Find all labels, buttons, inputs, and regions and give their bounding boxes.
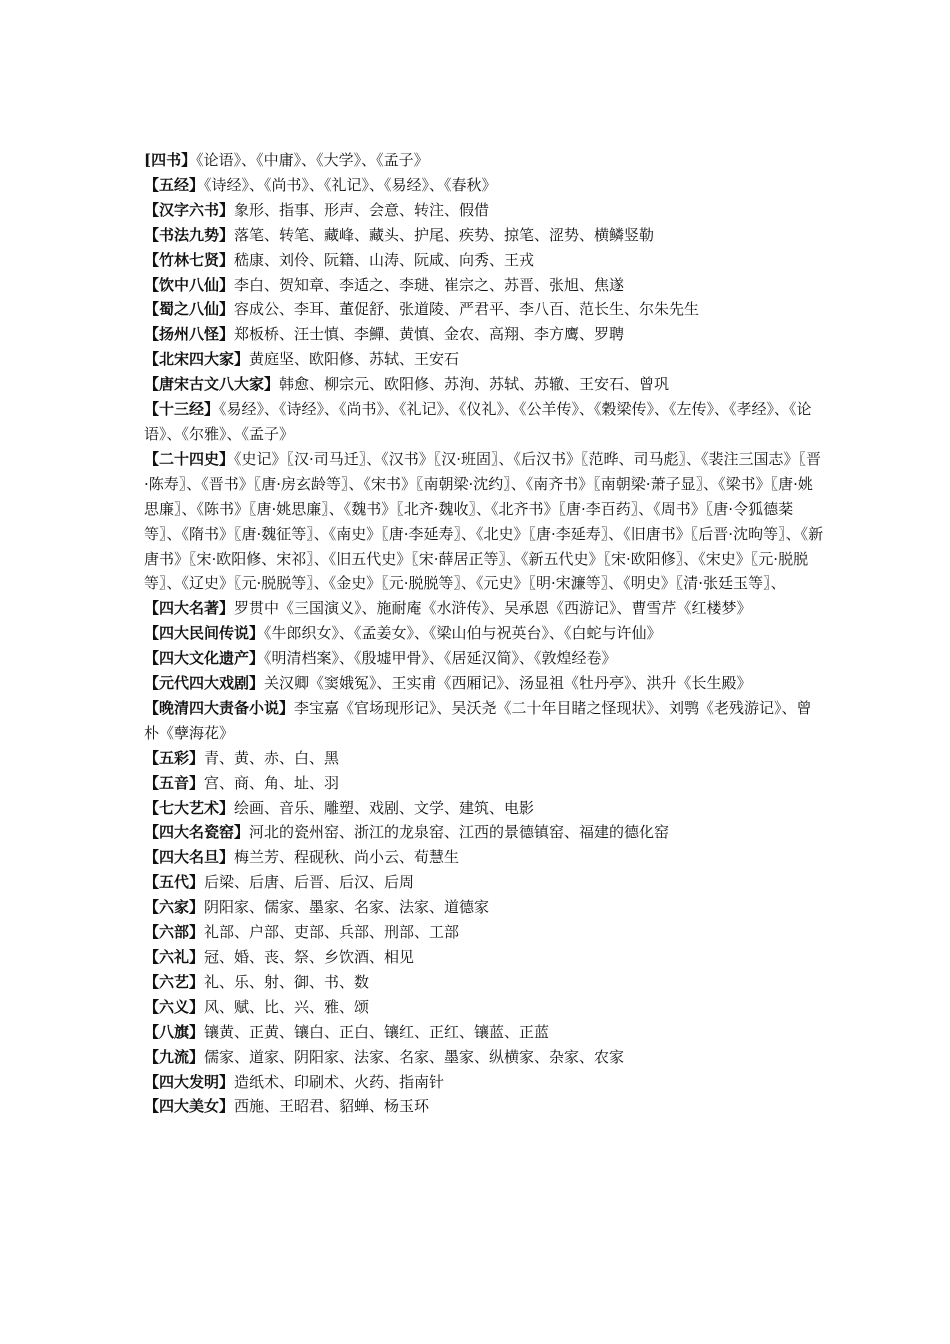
entry-term: 【八旗】 — [144, 1022, 205, 1041]
list-item — [144, 198, 824, 223]
entry-term: 【唐宋古文八大家】 — [144, 375, 280, 394]
entry-text: 造纸术、印刷术、火药、指南针 — [234, 1072, 445, 1091]
entry-term: 【四大名著】 — [144, 599, 235, 618]
entry-term: 【书法九势】 — [144, 225, 235, 244]
entry-term: 【元代四大戏剧】 — [144, 674, 265, 693]
entry-term: 【晚清四大责备小说】 — [144, 698, 295, 717]
entry-term: 【汉字六书】 — [144, 200, 235, 219]
list-item — [144, 995, 824, 1020]
list-item — [144, 796, 824, 821]
entry-text: 礼、乐、射、御、书、数 — [204, 972, 370, 991]
entry-text: 后梁、后唐、后晋、后汉、后周 — [204, 873, 415, 892]
entry-term: 【五音】 — [144, 773, 205, 792]
entry-text: 镶黄、正黄、镶白、正白、镶红、正红、镶蓝、正蓝 — [204, 1022, 550, 1041]
list-item — [144, 1045, 824, 1070]
list-item — [144, 173, 824, 198]
list-item — [144, 322, 824, 347]
entry-text: 落笔、转笔、藏峰、藏头、护尾、疾势、掠笔、涩势、横鳞竖勒 — [234, 225, 655, 244]
entry-text: 关汉卿《窦娥冤》、王实甫《西厢记》、汤显祖《牡丹亭》、洪升《长生殿》 — [264, 674, 752, 693]
entry-text: 郑板桥、汪士慎、李鱓、黄慎、金农、高翔、李方鹰、罗聘 — [234, 325, 625, 344]
list-item — [144, 970, 824, 995]
entry-text: 宫、商、角、址、羽 — [204, 773, 340, 792]
entry-term: 【蜀之八仙】 — [144, 300, 235, 319]
entry-term: 【七大艺术】 — [144, 798, 235, 817]
list-item — [144, 223, 824, 248]
entry-term: 【四大名旦】 — [144, 848, 235, 867]
entry-text: 绘画、音乐、雕塑、戏剧、文学、建筑、电影 — [234, 798, 535, 817]
list-item — [144, 895, 824, 920]
list-item — [144, 920, 824, 945]
entry-text: 风、赋、比、兴、雅、颂 — [204, 997, 370, 1016]
list-item — [144, 945, 824, 970]
entry-term: 【四大名瓷窑】 — [144, 823, 250, 842]
entry-term: 【四大发明】 — [144, 1072, 235, 1091]
list-item — [144, 746, 824, 771]
entry-term: 【北宋四大家】 — [144, 350, 250, 369]
entry-text: 冠、婚、丧、祭、乡饮酒、相见 — [204, 948, 415, 966]
entry-text: 《易经》、《诗经》、《尚书》、《礼记》、《仪礼》、《公羊传》、《穀梁传》、《左传》、《孝经》、《论语》、《尔雅》、《孟子》 — [144, 400, 812, 443]
entry-term: 【五彩】 — [144, 748, 205, 767]
list-item — [144, 447, 824, 596]
entry-term: 【六义】 — [144, 997, 205, 1016]
entry-term: 【五代】 — [144, 873, 205, 892]
entry-term: 【六艺】 — [144, 972, 205, 991]
entry-term: 【六部】 — [144, 923, 205, 942]
list-item — [144, 397, 824, 447]
entry-term: [四书】 — [144, 151, 197, 169]
list-item — [144, 845, 824, 870]
entry-text: 《明清档案》、《殷墟甲骨》、《居延汉简》、《敦煌经卷》 — [264, 649, 617, 668]
entry-text: 李宝嘉《官场现形记》、吴沃尧《二十年目睹之怪现状》、刘鹗《老残游记》、曾朴《孽海花》 — [144, 698, 812, 742]
entry-term: 【四大文化遗产】 — [144, 649, 265, 668]
list-item — [144, 148, 824, 173]
entry-text: 西施、王昭君、貂蝉、杨玉环 — [234, 1097, 430, 1116]
entry-term: 【四大民间传说】 — [144, 624, 265, 643]
entry-term: 【二十四史】 — [144, 449, 235, 468]
document-body — [144, 148, 824, 1119]
list-item — [144, 621, 824, 646]
list-item — [144, 273, 824, 298]
list-item — [144, 1070, 824, 1095]
entry-term: 【六家】 — [144, 898, 205, 917]
list-item — [144, 820, 824, 845]
entry-text: 罗贯中《三国演义》、施耐庵《水浒传》、吴承恩《西游记》、曹雪芹《红楼梦》 — [234, 599, 752, 618]
entry-text: 礼部、户部、吏部、兵部、刑部、工部 — [204, 923, 460, 942]
list-item — [144, 248, 824, 273]
entry-text: 《论语》、《中庸》、《大学》、《孟子》 — [196, 151, 429, 169]
entry-text: 阴阳家、儒家、墨家、名家、法家、道德家 — [204, 898, 490, 917]
entry-text: 嵇康、刘伶、阮籍、山涛、阮咸、向秀、王戎 — [234, 250, 535, 269]
entry-term: 【五经】 — [144, 175, 205, 194]
list-item — [144, 870, 824, 895]
entry-text: 梅兰芳、程砚秋、尚小云、荀慧生 — [234, 848, 460, 867]
entry-text: 儒家、道家、阴阳家、法家、名家、墨家、纵横家、杂家、农家 — [204, 1047, 625, 1066]
list-item — [144, 771, 824, 796]
entry-term: 【四大美女】 — [144, 1097, 235, 1116]
entry-term: 【扬州八怪】 — [144, 325, 235, 344]
list-item — [144, 1094, 824, 1119]
entry-text: 《牛郎织女》、《孟姜女》、《梁山伯与祝英台》、《白蛇与许仙》 — [264, 624, 662, 643]
entry-text: 青、黄、赤、白、黑 — [204, 748, 340, 767]
entry-text: 韩愈、柳宗元、欧阳修、苏洵、苏轼、苏辙、王安石、曾巩 — [279, 375, 670, 394]
entry-text: 黄庭坚、欧阳修、苏轼、王安石 — [249, 350, 460, 369]
entry-text: 容成公、李耳、董促舒、张道陵、严君平、李八百、范长生、尔朱先生 — [234, 300, 700, 319]
list-item — [144, 297, 824, 322]
entry-text: 《史记》〖汉·司马迁〗、《汉书》〖汉·班固〗、《后汉书》〖范晔、司马彪〗、《裴注三国志》〖晋·陈寿〗、《晋书》〖唐·房玄龄等〗、《宋书》〖南朝梁·沈约〗、《南齐书》〖南朝梁·萧子显〗、《梁书》〖唐·姚思廉〗、《陈书》〖唐·姚思廉〗、《魏书》〖北齐·魏收〗、《北齐书》〖唐·李百药〗、《周书》〖唐·令狐德棻等〗、《隋书》〖唐·魏征等〗、《南史》〖唐·李延寿〗、《北史》〖唐·李延寿〗、《旧唐书》〖后晋·沈昫等〗、《新唐书》〖宋·欧阳修、宋祁〗、《旧五代史》〖宋·薛居正等〗、《新五代史》〖宋·欧阳修〗、《宋史》〖元·脱脱等〗、《辽史》〖元·脱脱等〗、《金史》〖元·脱脱等〗、《元史》〖明·宋濂等〗、《明史》〖清·张廷玉等〗、 — [144, 449, 824, 593]
entry-term: 【饮中八仙】 — [144, 275, 235, 294]
entry-text: 《诗经》、《尚书》、《礼记》、《易经》、《春秋》 — [204, 175, 497, 194]
entry-text: 河北的瓷州窑、浙江的龙泉窑、江西的景德镇窑、福建的德化窑 — [249, 823, 670, 842]
entry-term: 【十三经】 — [144, 400, 220, 419]
entry-term: 【九流】 — [144, 1047, 205, 1066]
list-item — [144, 646, 824, 671]
list-item — [144, 1020, 824, 1045]
list-item — [144, 596, 824, 621]
list-item — [144, 372, 824, 397]
list-item — [144, 347, 824, 372]
list-item — [144, 671, 824, 696]
entry-term: 【六礼】 — [144, 948, 205, 966]
entry-term: 【竹林七贤】 — [144, 250, 235, 269]
entry-text: 李白、贺知章、李适之、李琎、崔宗之、苏晋、张旭、焦遂 — [234, 275, 625, 294]
list-item — [144, 696, 824, 746]
entry-text: 象形、指事、形声、会意、转注、假借 — [234, 200, 490, 219]
